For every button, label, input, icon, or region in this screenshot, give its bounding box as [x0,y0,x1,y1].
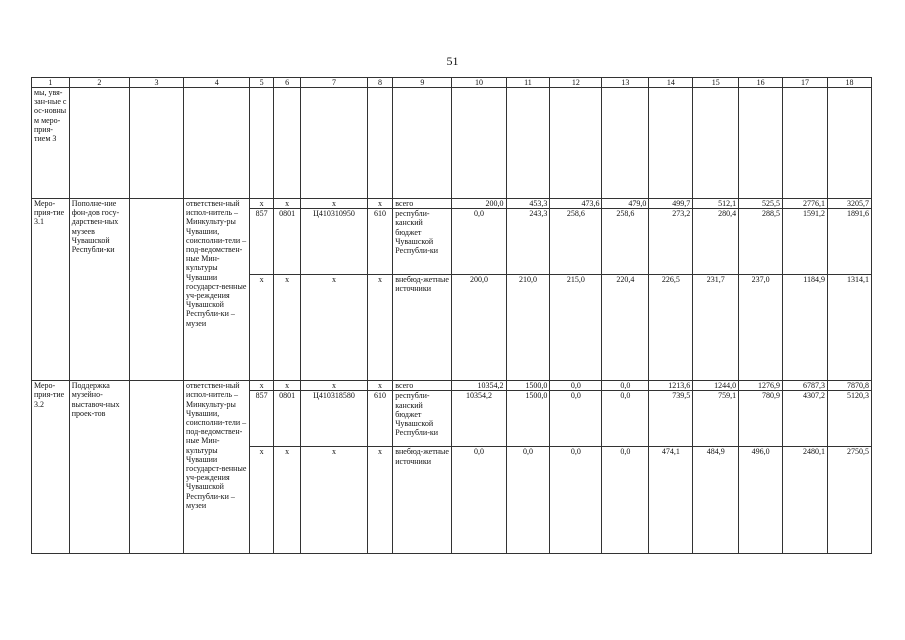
target-article-cell: Ц410318580 [301,391,367,447]
value-cell: 780,9 [739,391,783,447]
header-cell: 18 [827,78,871,88]
value-cell: 6787,3 [783,381,828,391]
section-cell: x [273,275,301,381]
empty-cell [506,88,550,199]
section-cell: 0801 [273,209,301,275]
value-cell: 10354,2 [452,381,506,391]
continuation-label: мы, увя-зан-ные с ос-новны м меро-прия-тием 3 [32,88,70,199]
empty-cell [739,88,783,199]
grbs-cell: x [250,381,273,391]
empty-cell [393,88,452,199]
target-article-cell: x [301,199,367,209]
header-cell: 3 [129,78,183,88]
target-article-cell: x [301,447,367,554]
header-cell: 1 [32,78,70,88]
source-cell: внебюд-жетные источники [393,275,452,381]
value-cell: 473,6 [550,199,602,209]
table-row [32,199,872,209]
value-cell: 453,3 [506,199,550,209]
value-cell: 759,1 [693,391,739,447]
empty-cell [367,88,393,199]
col3-cell [129,199,183,381]
empty-cell [184,88,250,199]
event-name-cell: Пополне-ние фон-дов госу-дарствен-ных музеев Чувашской Республи-ки [69,199,129,381]
event-name-cell: Поддержка музейно-выставоч-ных проек-тов [69,381,129,554]
value-cell: 280,4 [693,209,739,275]
value-cell: 0,0 [550,381,602,391]
value-cell: 0,0 [602,447,649,554]
expense-type-cell: 610 [367,209,393,275]
value-cell: 1314,1 [827,275,871,381]
value-cell: 499,7 [649,199,693,209]
event-cell: Меро-прия-тие 3.2 [32,381,70,554]
empty-cell [129,88,183,199]
header-cell: 13 [602,78,649,88]
header-cell: 9 [393,78,452,88]
program-table [31,77,872,554]
header-cell: 12 [550,78,602,88]
header-cell: 10 [452,78,506,88]
empty-cell [649,88,693,199]
section-cell: x [273,199,301,209]
value-cell: 210,0 [506,275,550,381]
value-cell: 200,0 [452,199,506,209]
value-cell: 0,0 [506,447,550,554]
value-cell: 258,6 [602,209,649,275]
grbs-cell: 857 [250,209,273,275]
value-cell: 0,0 [550,391,602,447]
header-cell: 8 [367,78,393,88]
value-cell: 479,0 [602,199,649,209]
continuation-row [32,88,872,199]
grbs-cell: x [250,199,273,209]
value-cell: 525,5 [739,199,783,209]
value-cell: 288,5 [739,209,783,275]
header-cell: 17 [783,78,828,88]
value-cell: 512,1 [693,199,739,209]
page-number: 51 [446,54,459,68]
value-cell: 1591,2 [783,209,828,275]
empty-cell [550,88,602,199]
empty-cell [301,88,367,199]
empty-cell [783,88,828,199]
expense-type-cell: x [367,447,393,554]
target-article-cell: x [301,275,367,381]
value-cell: 0,0 [602,381,649,391]
section-cell: 0801 [273,391,301,447]
value-cell: 1184,9 [783,275,828,381]
target-article-cell: Ц410310950 [301,209,367,275]
expense-type-cell: x [367,199,393,209]
empty-cell [452,88,506,199]
value-cell: 10354,2 [452,391,506,447]
value-cell: 226,5 [649,275,693,381]
value-cell: 2750,5 [827,447,871,554]
table-row [32,381,872,391]
header-cell: 4 [184,78,250,88]
value-cell: 474,1 [649,447,693,554]
header-cell: 11 [506,78,550,88]
header-cell: 5 [250,78,273,88]
header-cell: 6 [273,78,301,88]
value-cell: 1276,9 [739,381,783,391]
value-cell: 739,5 [649,391,693,447]
grbs-cell: x [250,447,273,554]
empty-cell [250,88,273,199]
header-cell: 16 [739,78,783,88]
value-cell: 0,0 [452,209,506,275]
empty-cell [69,88,129,199]
value-cell: 3205,7 [827,199,871,209]
value-cell: 215,0 [550,275,602,381]
value-cell: 1500,0 [506,391,550,447]
target-article-cell: x [301,381,367,391]
value-cell: 0,0 [602,391,649,447]
header-cell: 14 [649,78,693,88]
value-cell: 0,0 [550,447,602,554]
empty-cell [693,88,739,199]
value-cell: 220,4 [602,275,649,381]
value-cell: 1891,6 [827,209,871,275]
empty-cell [273,88,301,199]
source-cell: внебюд-жетные источники [393,447,452,554]
header-cell: 2 [69,78,129,88]
source-cell: республи-канский бюджет Чувашской Республи-ки [393,209,452,275]
value-cell: 7870,8 [827,381,871,391]
expense-type-cell: x [367,381,393,391]
source-cell: всего [393,381,452,391]
value-cell: 4307,2 [783,391,828,447]
value-cell: 273,2 [649,209,693,275]
header-cell: 7 [301,78,367,88]
header-cell: 15 [693,78,739,88]
source-cell: всего [393,199,452,209]
value-cell: 2480,1 [783,447,828,554]
source-cell: республи-канский бюджет Чувашской Республи-ки [393,391,452,447]
event-cell: Меро-прия-тие 3.1 [32,199,70,381]
empty-cell [602,88,649,199]
value-cell: 1213,6 [649,381,693,391]
value-cell: 5120,3 [827,391,871,447]
value-cell: 484,9 [693,447,739,554]
expense-type-cell: 610 [367,391,393,447]
section-cell: x [273,381,301,391]
value-cell: 0,0 [452,447,506,554]
value-cell: 200,0 [452,275,506,381]
grbs-cell: 857 [250,391,273,447]
header-row [32,78,872,88]
value-cell: 2776,1 [783,199,828,209]
expense-type-cell: x [367,275,393,381]
responsible-cell: ответствен-ный испол-нитель – Минкульту-ры Чувашии, соисполни-тели – под-ведомствен-ные Мин-культуры Чувашии государст-венные уч-реждения Чувашской Республи-ки – музеи [184,381,250,554]
empty-cell [827,88,871,199]
col3-cell [129,381,183,554]
value-cell: 237,0 [739,275,783,381]
value-cell: 1500,0 [506,381,550,391]
value-cell: 496,0 [739,447,783,554]
grbs-cell: x [250,275,273,381]
value-cell: 243,3 [506,209,550,275]
section-cell: x [273,447,301,554]
value-cell: 1244,0 [693,381,739,391]
value-cell: 258,6 [550,209,602,275]
value-cell: 231,7 [693,275,739,381]
responsible-cell: ответствен-ный испол-нитель – Минкульту-ры Чувашии, соисполни-тели – под-ведомствен-ные Мин-культуры Чувашии государст-венные уч-реждения Чувашской Республи-ки – музеи [184,199,250,381]
